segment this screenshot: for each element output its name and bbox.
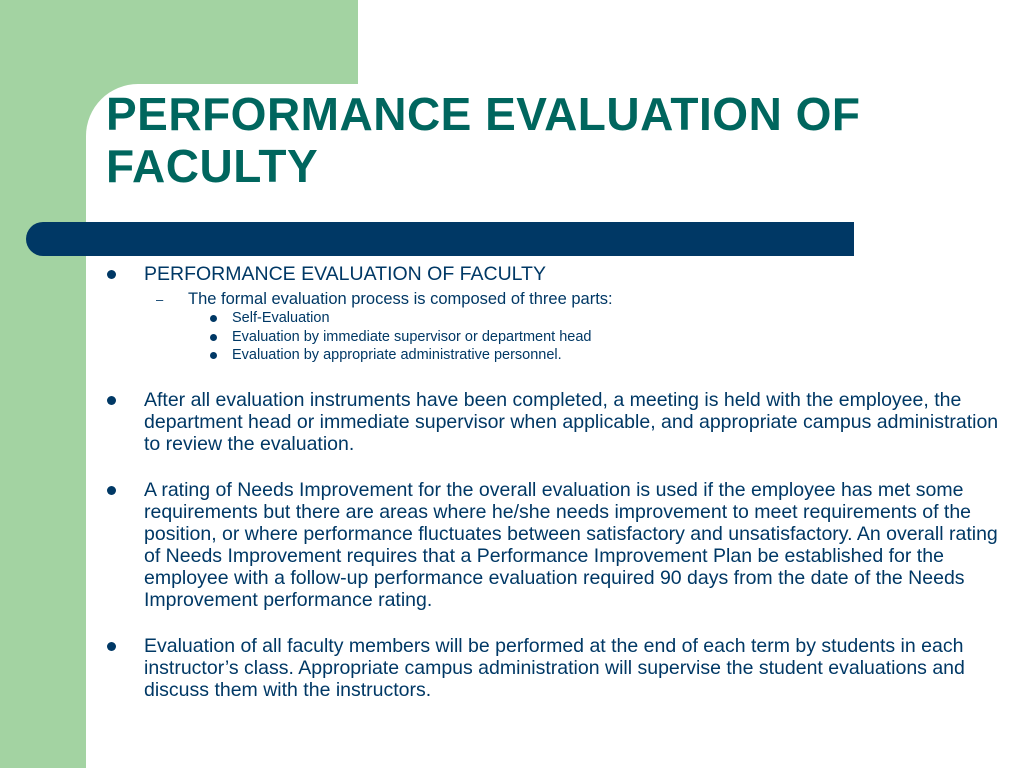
sub-item-supervisor-evaluation: Evaluation by immediate supervisor or department head bbox=[104, 328, 1008, 347]
bullet-needs-improvement: A rating of Needs Improvement for the overall evaluation is used if the employee has met some requirements but there are areas where he/she needs improvement to meet requirements of the position, or where performance fluctuates between satisfactory and unsatisfactory. An overall rating of Needs Improvement requires that a Performance Improvement Plan be established for the employee with a follow-up performance evaluation required 90 days from the date of the Needs Improvement performance rating. bbox=[104, 479, 1008, 611]
sub-item-self-evaluation: Self-Evaluation bbox=[104, 309, 1008, 328]
title-underline-bar bbox=[26, 222, 854, 256]
bullet-student-evaluations: Evaluation of all faculty members will be performed at the end of each term by students in each instructor’s class. Appropriate campus administration will supervise the student evaluations and discuss them with the instructors. bbox=[104, 635, 1008, 701]
bullet-heading: PERFORMANCE EVALUATION OF FACULTY bbox=[104, 263, 1008, 285]
bullet-evaluation-meeting: After all evaluation instruments have been completed, a meeting is held with the employee, the department head or immediate supervisor when applicable, and appropriate campus administration to review the evaluation. bbox=[104, 389, 1008, 455]
sub-item-administrative-evaluation: Evaluation by appropriate administrative personnel. bbox=[104, 346, 1008, 365]
slide-title: PERFORMANCE EVALUATION OF FACULTY bbox=[106, 88, 861, 192]
slide-body bbox=[104, 257, 1008, 701]
sub-bullet-three-parts: – The formal evaluation process is composed of three parts: bbox=[104, 290, 1008, 309]
